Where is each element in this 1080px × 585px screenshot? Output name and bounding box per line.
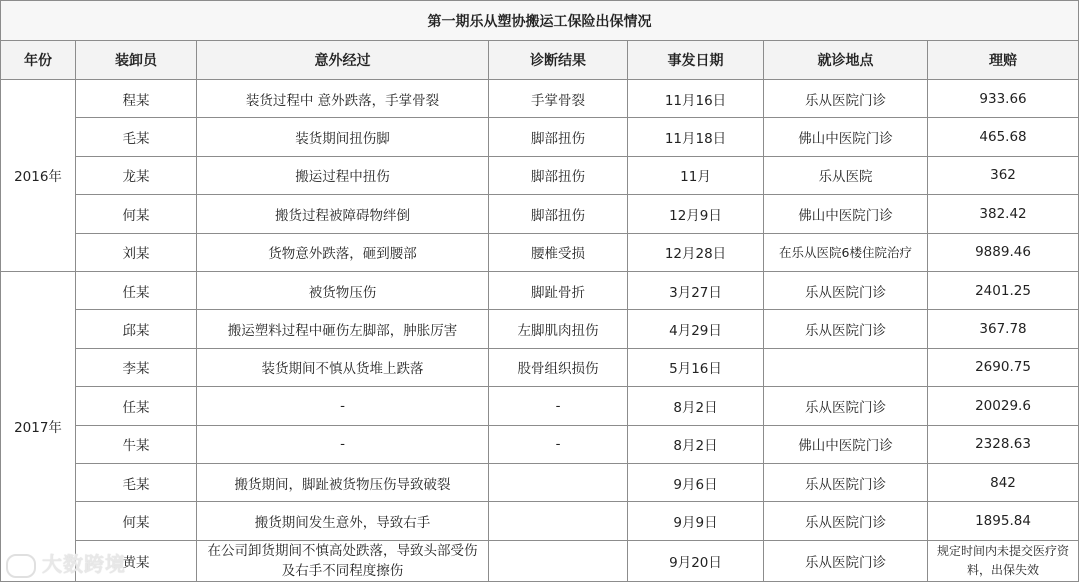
incident-cell: 装货期间扭伤脚 (197, 118, 489, 156)
incident-cell: 搬运过程中扭伤 (197, 156, 489, 194)
watermark-logo-icon (6, 554, 36, 578)
claim-cell: 2401.25 (928, 271, 1079, 309)
place-cell: 佛山中医院门诊 (764, 195, 928, 233)
worker-cell: 何某 (76, 195, 197, 233)
date-cell: 8月2日 (628, 387, 764, 425)
table-body (1, 80, 1079, 582)
date-cell: 12月28日 (628, 233, 764, 271)
table-row (1, 80, 1079, 118)
table-row (1, 387, 1079, 425)
header-diagnosis: 诊断结果 (489, 41, 628, 80)
place-cell: 在乐从医院6楼住院治疗 (764, 233, 928, 271)
diagnosis-cell: - (489, 425, 628, 463)
diagnosis-cell: 腰椎受损 (489, 233, 628, 271)
claim-cell: 382.42 (928, 195, 1079, 233)
place-cell: 乐从医院门诊 (764, 540, 928, 581)
place-cell: 乐从医院 (764, 156, 928, 194)
worker-cell: 程某 (76, 80, 197, 118)
date-cell: 9月20日 (628, 540, 764, 581)
claim-cell: 2690.75 (928, 348, 1079, 386)
claim-cell: 362 (928, 156, 1079, 194)
incident-cell: 装货过程中 意外跌落，手掌骨裂 (197, 80, 489, 118)
incident-cell: 货物意外跌落，砸到腰部 (197, 233, 489, 271)
place-cell (764, 348, 928, 386)
worker-cell: 毛某 (76, 118, 197, 156)
place-cell: 乐从医院门诊 (764, 502, 928, 540)
year-cell: 2017年 (1, 271, 76, 581)
table-row (1, 348, 1079, 386)
header-row (1, 41, 1079, 80)
claim-cell: 9889.46 (928, 233, 1079, 271)
header-year: 年份 (1, 41, 76, 80)
watermark (6, 548, 126, 578)
year-cell: 2016年 (1, 80, 76, 272)
incident-cell: 搬运塑料过程中砸伤左脚部，肿胀厉害 (197, 310, 489, 348)
place-cell: 佛山中医院门诊 (764, 118, 928, 156)
diagnosis-cell: 脚部扭伤 (489, 156, 628, 194)
diagnosis-cell: - (489, 387, 628, 425)
claim-cell: 842 (928, 463, 1079, 501)
date-cell: 4月29日 (628, 310, 764, 348)
table-row (1, 310, 1079, 348)
header-date: 事发日期 (628, 41, 764, 80)
claim-cell: 367.78 (928, 310, 1079, 348)
place-cell: 乐从医院门诊 (764, 271, 928, 309)
claim-cell: 20029.6 (928, 387, 1079, 425)
worker-cell: 李某 (76, 348, 197, 386)
table-row (1, 540, 1079, 581)
table-row (1, 502, 1079, 540)
table-row (1, 271, 1079, 309)
diagnosis-cell: 脚部扭伤 (489, 195, 628, 233)
diagnosis-cell: 脚趾骨折 (489, 271, 628, 309)
worker-cell: 任某 (76, 387, 197, 425)
diagnosis-cell: 左脚肌肉扭伤 (489, 310, 628, 348)
date-cell: 11月16日 (628, 80, 764, 118)
worker-cell: 牛某 (76, 425, 197, 463)
incident-cell: 搬货过程被障碍物绊倒 (197, 195, 489, 233)
place-cell: 乐从医院门诊 (764, 80, 928, 118)
claim-cell: 2328.63 (928, 425, 1079, 463)
table-row (1, 156, 1079, 194)
header-incident: 意外经过 (197, 41, 489, 80)
diagnosis-cell (489, 502, 628, 540)
diagnosis-cell: 手掌骨裂 (489, 80, 628, 118)
incident-cell: 在公司卸货期间不慎高处跌落，导致头部受伤及右手不同程度擦伤 (197, 540, 489, 581)
header-place: 就诊地点 (764, 41, 928, 80)
header-worker: 装卸员 (76, 41, 197, 80)
table-row (1, 118, 1079, 156)
claim-cell: 1895.84 (928, 502, 1079, 540)
place-cell: 乐从医院门诊 (764, 387, 928, 425)
date-cell: 3月27日 (628, 271, 764, 309)
diagnosis-cell: 脚部扭伤 (489, 118, 628, 156)
table-row (1, 233, 1079, 271)
worker-cell: 龙某 (76, 156, 197, 194)
date-cell: 5月16日 (628, 348, 764, 386)
date-cell: 11月 (628, 156, 764, 194)
diagnosis-cell (489, 463, 628, 501)
worker-cell: 黄某 (76, 540, 197, 581)
worker-cell: 任某 (76, 271, 197, 309)
claim-cell: 465.68 (928, 118, 1079, 156)
date-cell: 12月9日 (628, 195, 764, 233)
place-cell: 佛山中医院门诊 (764, 425, 928, 463)
header-claim: 理赔 (928, 41, 1079, 80)
worker-cell: 邱某 (76, 310, 197, 348)
claim-cell: 933.66 (928, 80, 1079, 118)
table-title: 第一期乐从塑协搬运工保险出保情况 (1, 1, 1079, 41)
table-row (1, 425, 1079, 463)
incident-cell: 装货期间不慎从货堆上跌落 (197, 348, 489, 386)
date-cell: 8月2日 (628, 425, 764, 463)
incident-cell: 搬货期间，脚趾被货物压伤导致破裂 (197, 463, 489, 501)
watermark-text: 大数跨境 (42, 552, 126, 576)
table-row (1, 195, 1079, 233)
table-row (1, 463, 1079, 501)
worker-cell: 何某 (76, 502, 197, 540)
date-cell: 11月18日 (628, 118, 764, 156)
date-cell: 9月9日 (628, 502, 764, 540)
date-cell: 9月6日 (628, 463, 764, 501)
incident-cell: 被货物压伤 (197, 271, 489, 309)
diagnosis-cell (489, 540, 628, 581)
diagnosis-cell: 股骨组织损伤 (489, 348, 628, 386)
place-cell: 乐从医院门诊 (764, 310, 928, 348)
place-cell: 乐从医院门诊 (764, 463, 928, 501)
incident-cell: 搬货期间发生意外，导致右手 (197, 502, 489, 540)
worker-cell: 刘某 (76, 233, 197, 271)
claim-cell: 规定时间内未提交医疗资料，出保失效 (928, 540, 1079, 581)
incident-cell: - (197, 387, 489, 425)
worker-cell: 毛某 (76, 463, 197, 501)
incident-cell: - (197, 425, 489, 463)
